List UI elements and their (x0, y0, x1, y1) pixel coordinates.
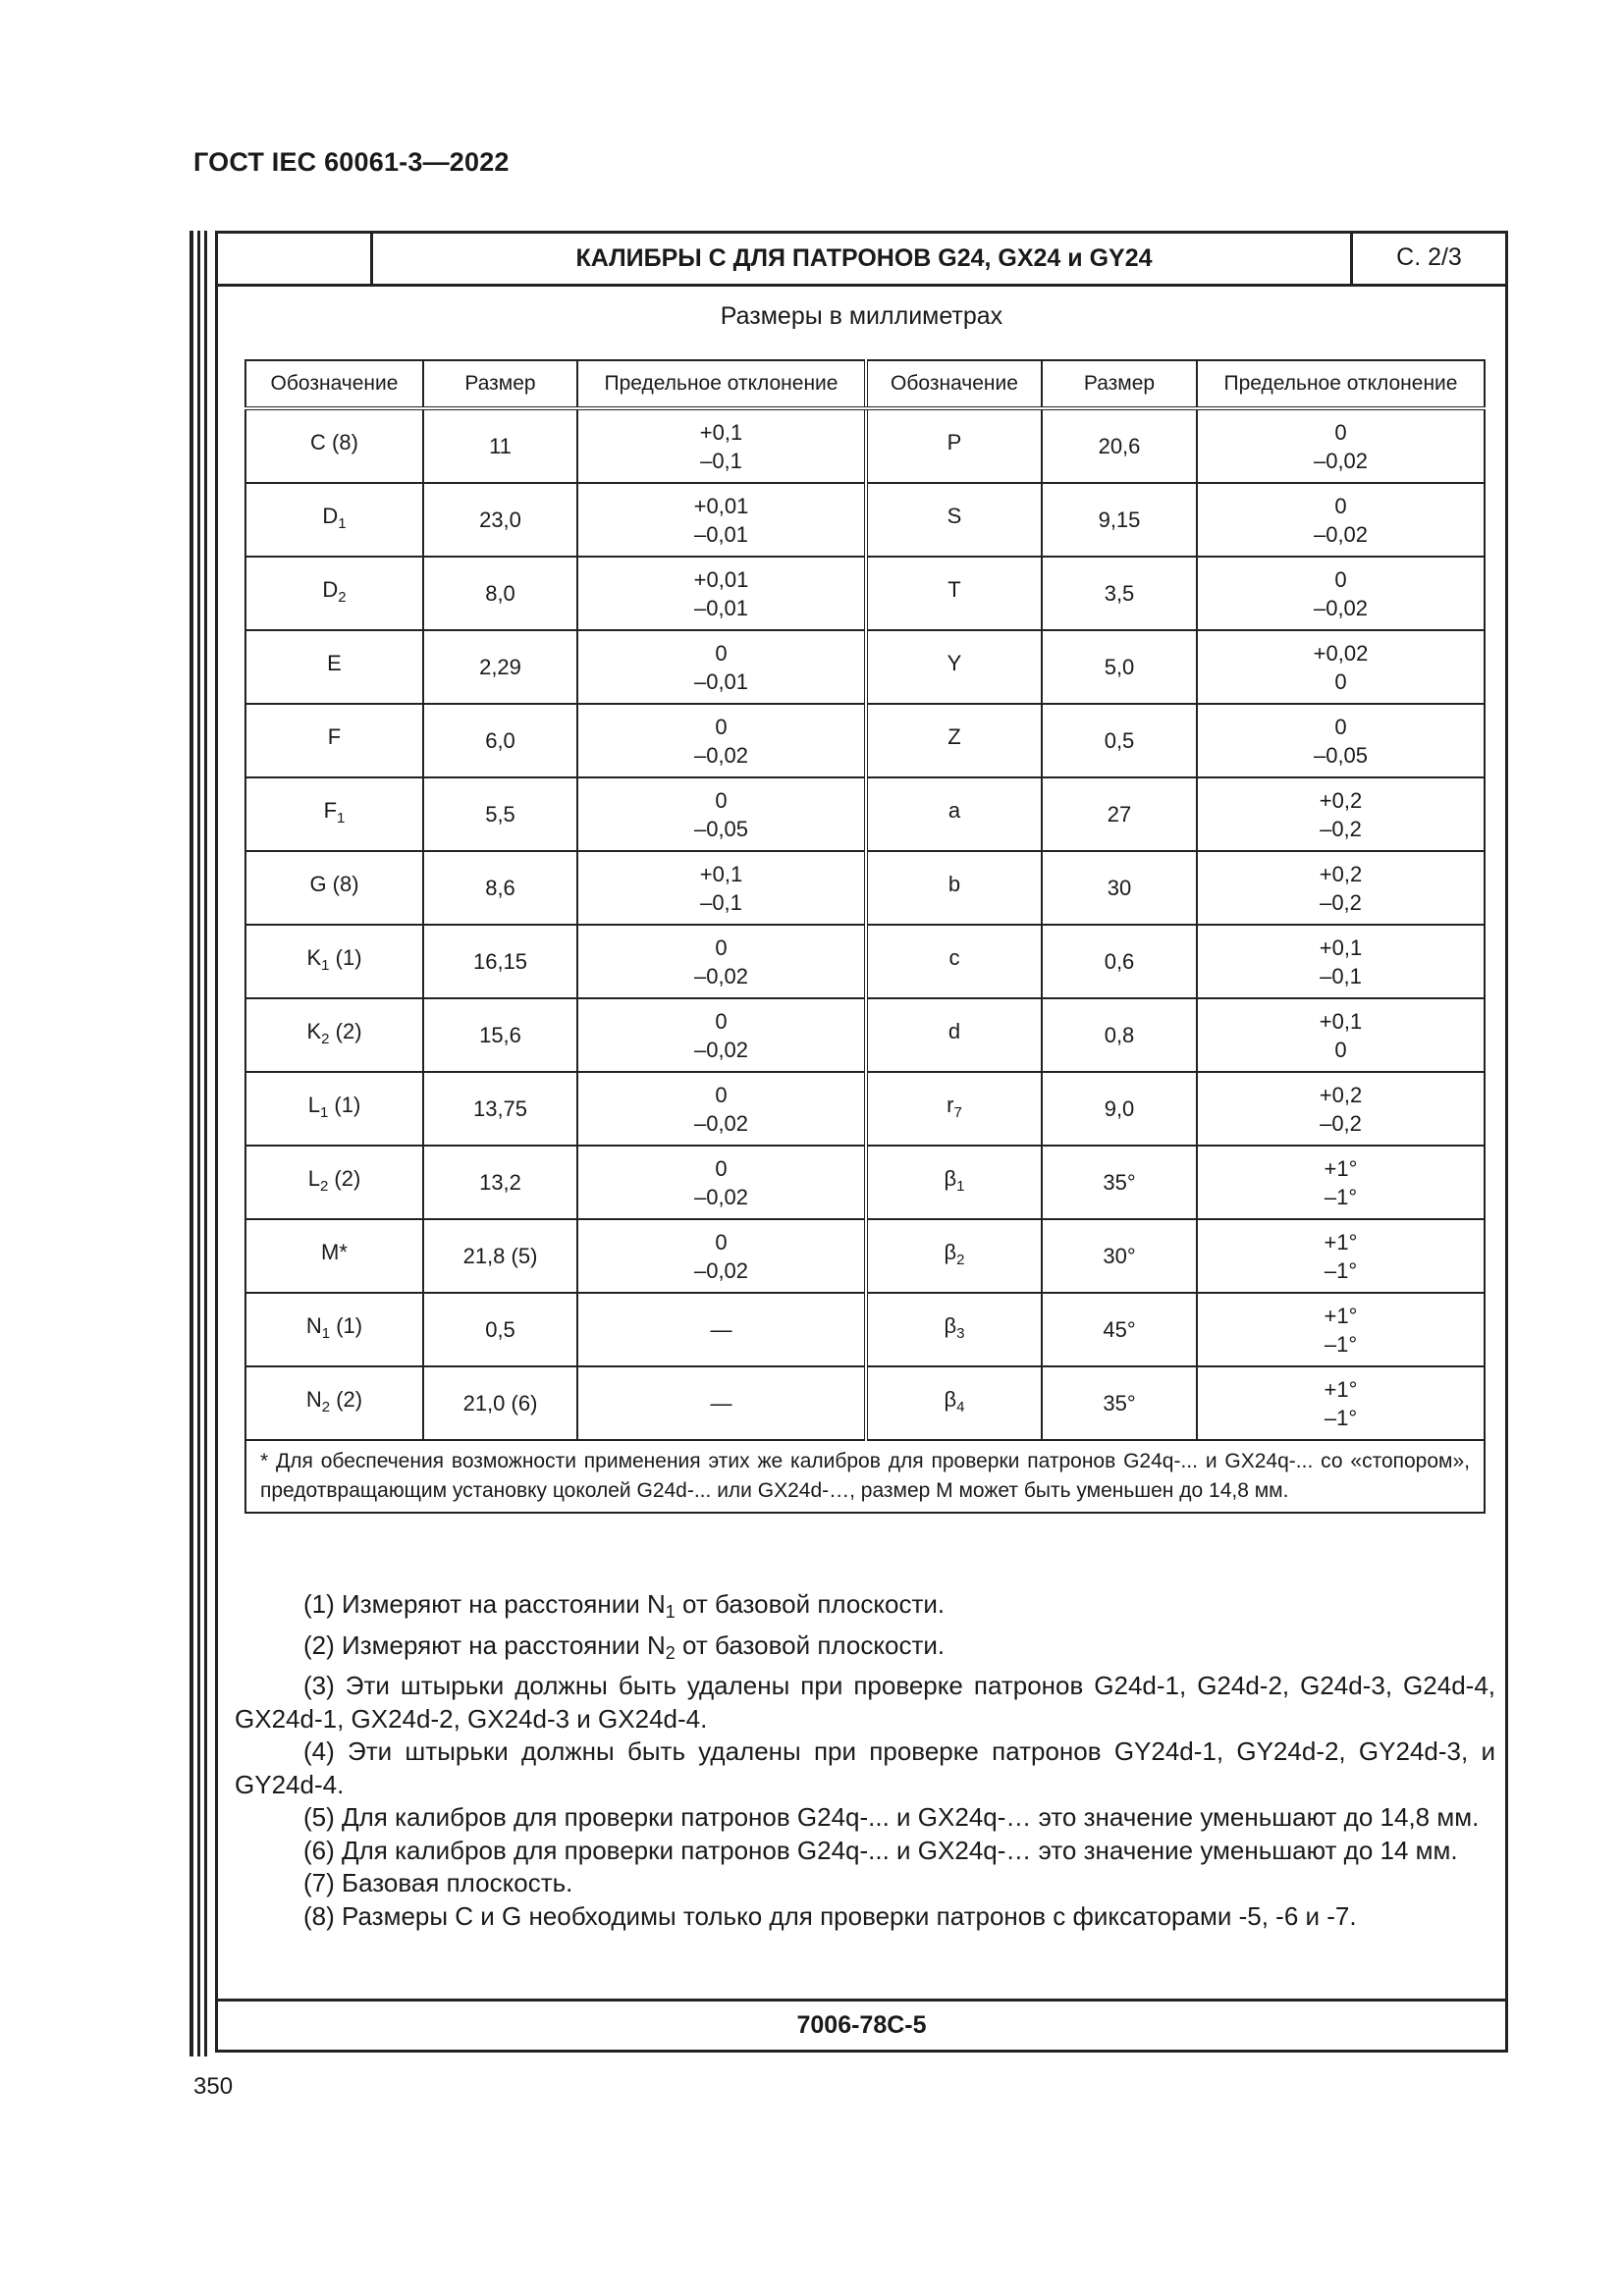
designation-cell: M* (245, 1219, 423, 1293)
size-cell: 30° (1042, 1219, 1197, 1293)
designation-cell: $\beta_1$ (866, 1146, 1042, 1219)
table-row (245, 408, 1485, 483)
tolerance-cell: +0,1 –0,1 (577, 408, 866, 483)
designation-cell: $\beta_4$ (866, 1366, 1042, 1440)
column-header: Размер (1042, 360, 1197, 408)
tolerance-cell: 0 –0,02 (577, 1219, 866, 1293)
margin-rule (197, 231, 200, 2056)
tolerance-cell: +0,02 0 (1197, 630, 1485, 704)
tolerance-cell: 0 –0,02 (577, 998, 866, 1072)
note-5: (5) Для калибров для проверки патронов G24q-... и GX24q-… это значение уменьшают до 14,8 мм. (303, 1802, 1480, 1832)
tolerance-cell: 0 –0,02 (577, 925, 866, 998)
table-row (245, 483, 1485, 557)
size-cell: 5,5 (423, 777, 577, 851)
designation-cell: T (866, 557, 1042, 630)
size-cell: 8,0 (423, 557, 577, 630)
note-4: (4) Эти штырьки должны быть удалены при проверке патронов GY24d-1, GY24d-2, GY24d-3, и GY24d-4. (235, 1736, 1495, 1799)
note-2: (2) Измеряют на расстоянии $N_2$ от базовой плоскости. (303, 1629, 946, 1663)
size-cell: 11 (423, 408, 577, 483)
table-row (245, 777, 1485, 851)
designation-cell: F (245, 704, 423, 777)
designation-cell: $N_1$ (1) (245, 1293, 423, 1366)
size-cell: 8,6 (423, 851, 577, 925)
column-header: Размер (423, 360, 577, 408)
tolerance-cell: 0 –0,05 (1197, 704, 1485, 777)
designation-cell: $\beta_2$ (866, 1219, 1042, 1293)
note-3: (3) Эти штырьки должны быть удалены при проверке патронов G24d-1, G24d-2, G24d-3, G24d-4, GX24d-1, GX24d-2, GX24d-3 и GX24d-4. (235, 1671, 1495, 1734)
title-block (218, 234, 1505, 287)
table-header-row (245, 360, 1485, 408)
sheet-page-ref: С. 2/3 (1350, 234, 1505, 284)
designation-cell: a (866, 777, 1042, 851)
sheet-title: КАЛИБРЫ С ДЛЯ ПАТРОНОВ G24, GX24 и GY24 (575, 244, 1153, 272)
size-cell: 45° (1042, 1293, 1197, 1366)
size-cell: 0,5 (423, 1293, 577, 1366)
column-header: Обозначение (245, 360, 423, 408)
tolerance-cell: +1° –1° (1197, 1366, 1485, 1440)
table-row (245, 704, 1485, 777)
size-cell: 35° (1042, 1366, 1197, 1440)
note-6: (6) Для калибров для проверки патронов G24q-... и GX24q-… это значение уменьшают до 14 мм. (303, 1835, 1458, 1865)
tolerance-cell: +0,2 –0,2 (1197, 777, 1485, 851)
tolerance-cell: — (577, 1293, 866, 1366)
size-cell: 35° (1042, 1146, 1197, 1219)
table-row (245, 851, 1485, 925)
designation-cell: b (866, 851, 1042, 925)
dimensions-table (244, 359, 1486, 1514)
tolerance-cell: 0 –0,01 (577, 630, 866, 704)
designation-cell: $K_1$ (1) (245, 925, 423, 998)
units-note: Размеры в миллиметрах (720, 302, 1003, 330)
tolerance-cell: 0 –0,02 (577, 704, 866, 777)
table-row (245, 557, 1485, 630)
column-header: Обозначение (866, 360, 1042, 408)
table-row (245, 1366, 1485, 1440)
tolerance-cell: — (577, 1366, 866, 1440)
size-cell: 2,29 (423, 630, 577, 704)
tolerance-cell: 0 –0,02 (1197, 483, 1485, 557)
size-cell: 20,6 (1042, 408, 1197, 483)
sheet-frame (215, 231, 1508, 2053)
size-cell: 13,75 (423, 1072, 577, 1146)
size-cell: 0,8 (1042, 998, 1197, 1072)
size-cell: 9,0 (1042, 1072, 1197, 1146)
designation-cell: Z (866, 704, 1042, 777)
designation-cell: $r_7$ (866, 1072, 1042, 1146)
table-row (245, 1146, 1485, 1219)
column-header: Предельное отклонение (577, 360, 866, 408)
title-left-cell (218, 234, 373, 284)
size-cell: 3,5 (1042, 557, 1197, 630)
table-body (245, 408, 1485, 1513)
tolerance-cell: 0 –0,02 (1197, 408, 1485, 483)
designation-cell: $D_2$ (245, 557, 423, 630)
designation-cell: $K_2$ (2) (245, 998, 423, 1072)
designation-cell: $N_2$ (2) (245, 1366, 423, 1440)
column-header: Предельное отклонение (1197, 360, 1485, 408)
designation-cell: $D_1$ (245, 483, 423, 557)
margin-rule (204, 231, 207, 2056)
designation-cell: G (8) (245, 851, 423, 925)
tolerance-cell: +0,1 0 (1197, 998, 1485, 1072)
tolerance-cell: +0,2 –0,2 (1197, 851, 1485, 925)
tolerance-cell: +0,01 –0,01 (577, 557, 866, 630)
table-row (245, 998, 1485, 1072)
size-cell: 6,0 (423, 704, 577, 777)
tolerance-cell: +1° –1° (1197, 1146, 1485, 1219)
designation-cell: Y (866, 630, 1042, 704)
designation-cell: S (866, 483, 1042, 557)
tolerance-cell: +0,2 –0,2 (1197, 1072, 1485, 1146)
designation-cell: E (245, 630, 423, 704)
size-cell: 21,8 (5) (423, 1219, 577, 1293)
note-7: (7) Базовая плоскость. (303, 1868, 573, 1897)
tolerance-cell: 0 –0,02 (577, 1072, 866, 1146)
size-cell: 30 (1042, 851, 1197, 925)
drawing-code: 7006-78C-5 (218, 1999, 1505, 2050)
size-cell: 5,0 (1042, 630, 1197, 704)
size-cell: 13,2 (423, 1146, 577, 1219)
tolerance-cell: +0,1 –0,1 (577, 851, 866, 925)
table-row (245, 1072, 1485, 1146)
designation-cell: C (8) (245, 408, 423, 483)
size-cell: 15,6 (423, 998, 577, 1072)
tolerance-cell: +0,1 –0,1 (1197, 925, 1485, 998)
table-row (245, 1219, 1485, 1293)
tolerance-cell: 0 –0,02 (1197, 557, 1485, 630)
note-1: (1) Измеряют на расстоянии $N_1$ от базовой плоскости. (303, 1589, 946, 1622)
designation-cell: d (866, 998, 1042, 1072)
size-cell: 0,5 (1042, 704, 1197, 777)
designation-cell: c (866, 925, 1042, 998)
tolerance-cell: 0 –0,05 (577, 777, 866, 851)
note-8: (8) Размеры C и G необходимы только для проверки патронов с фиксаторами -5, -6 и -7. (303, 1900, 1357, 1931)
margin-rule (189, 231, 193, 2056)
size-cell: 27 (1042, 777, 1197, 851)
table-footnote: * Для обеспечения возможности применения этих же калибров для проверки патронов G24q-... и GX24q-... со «стопором», предотвращающим установку цоколей G24d-... или GX24d-…, размер M может быть уменьшен до 14,8 мм. (245, 1440, 1485, 1513)
size-cell: 9,15 (1042, 483, 1197, 557)
designation-cell: P (866, 408, 1042, 483)
notes-list (235, 1588, 1495, 1933)
document-header: ГОСТ IEC 60061-3—2022 (193, 147, 510, 177)
page-number: 350 (193, 2073, 234, 2100)
designation-cell: $F_1$ (245, 777, 423, 851)
tolerance-cell: +1° –1° (1197, 1293, 1485, 1366)
tolerance-cell: +1° –1° (1197, 1219, 1485, 1293)
designation-cell: $L_1$ (1) (245, 1072, 423, 1146)
size-cell: 0,6 (1042, 925, 1197, 998)
size-cell: 21,0 (6) (423, 1366, 577, 1440)
table-row (245, 630, 1485, 704)
size-cell: 16,15 (423, 925, 577, 998)
table-row (245, 1293, 1485, 1366)
size-cell: 23,0 (423, 483, 577, 557)
tolerance-cell: +0,01 –0,01 (577, 483, 866, 557)
designation-cell: $\beta_3$ (866, 1293, 1042, 1366)
table-row (245, 925, 1485, 998)
tolerance-cell: 0 –0,02 (577, 1146, 866, 1219)
designation-cell: $L_2$ (2) (245, 1146, 423, 1219)
